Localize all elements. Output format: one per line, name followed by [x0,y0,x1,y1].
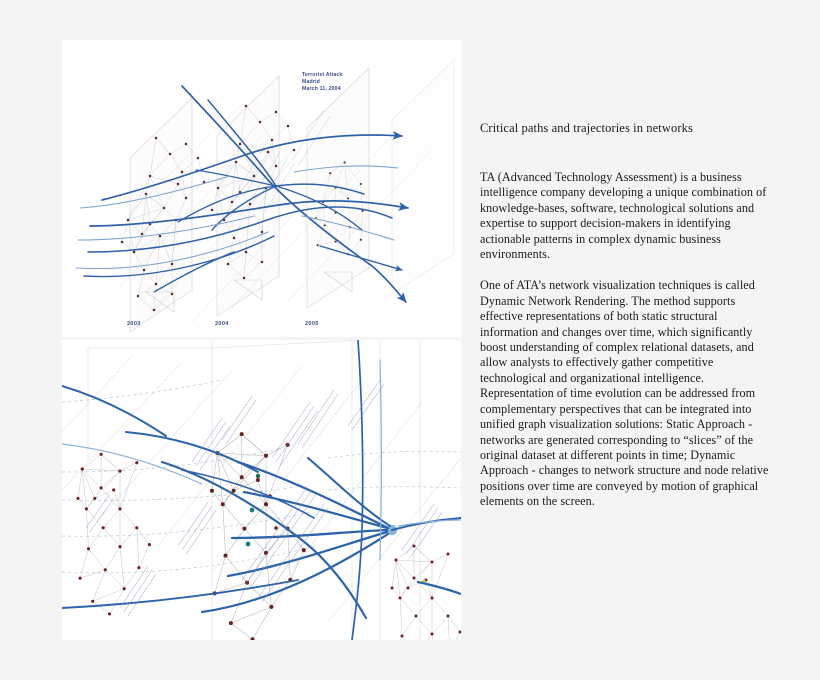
detail-svg [62,340,461,640]
figure-container [62,40,461,640]
detail-cluster-right [391,545,462,641]
paragraph-2: One of ATA’s network visualization techniques is called Dynamic Network Rendering. The method supports effective representations of both static structural information and changes over time, which significantly boost understanding of complex relational datasets, and allow analysts to effectively gather competitive technological and organizational intelligence. Representation of time evolution can be addressed from complementary perspectives that can be integrated into unified graph visualization solutions: Static Approach - networks are generated corresponding to “slices” of the original dataset at different points in time; Dynamic Approach - changes to network structure and node relative positions over time are conveyed by motion of graphical elements on the screen. [480,278,769,509]
event-annotation-line3: March 11, 2004 [302,86,341,93]
paragraph-1: TA (Advanced Technology Assessment) is a business intelligence company developing a unique combination of knowledge-bases, software, technological solutions and expertise to support decision-makers in identifying actionable patterns in complex dynamic business environments. [480,170,767,262]
slice-label-2004: 2004 [215,321,229,327]
slice-label-2003: 2003 [127,321,141,327]
slice-label-2005: 2005 [305,321,319,327]
detail-cluster-left [76,453,151,616]
timeline-svg [62,40,461,337]
event-annotation-line1: Terrorist Attack [302,72,343,78]
page-title: Critical paths and trajectories in networks [480,121,693,135]
timeline-visualization-panel [62,40,461,337]
event-annotation [302,72,342,94]
article-text-column [480,120,770,526]
detail-visualization-panel [62,340,461,640]
time-slice-planes [130,60,454,332]
event-annotation-line2: Madrid [302,79,320,86]
